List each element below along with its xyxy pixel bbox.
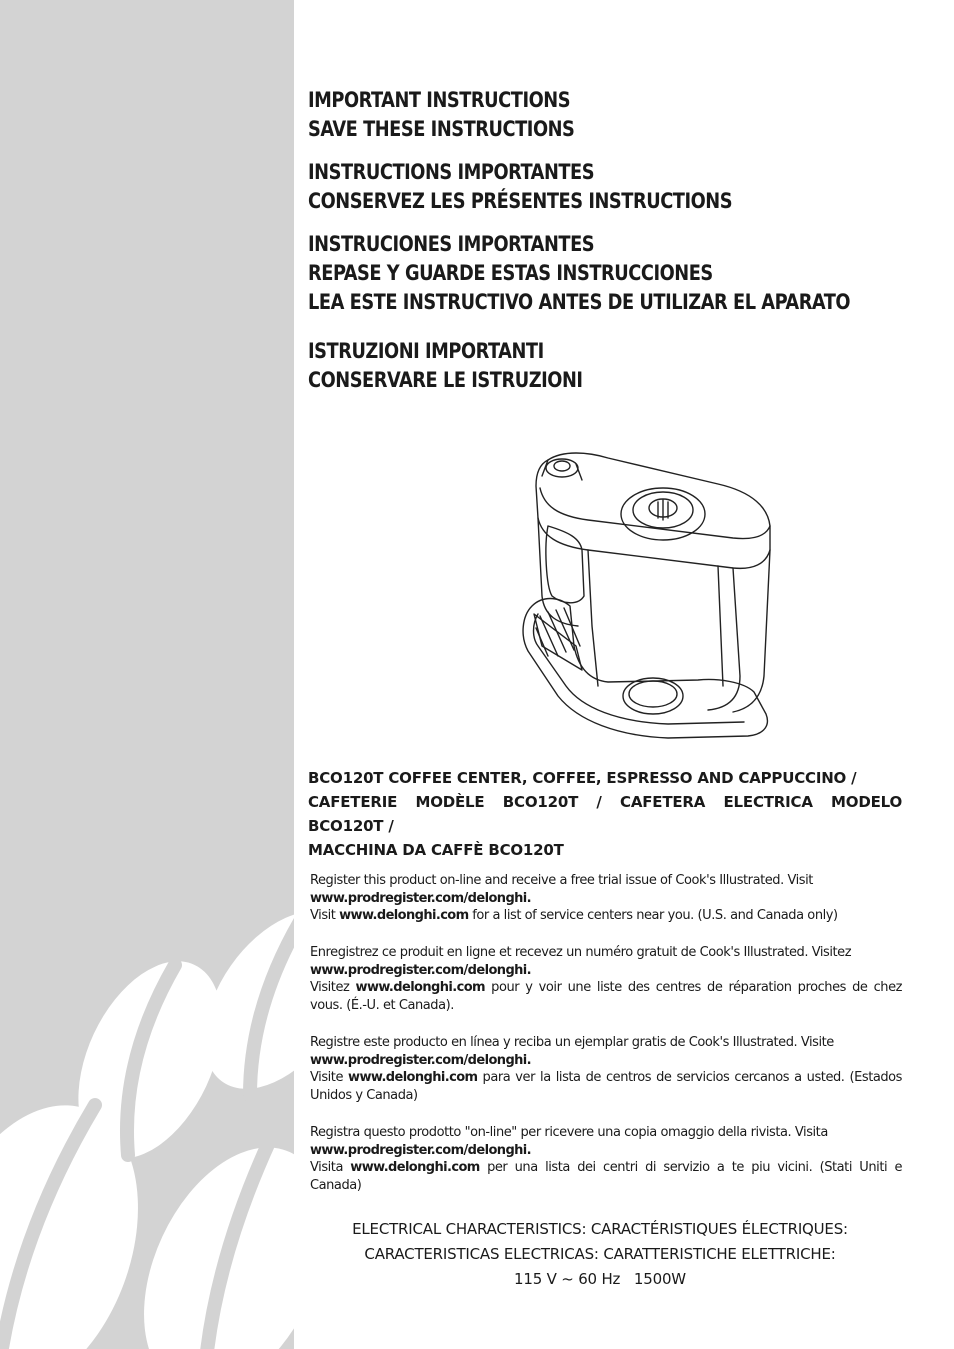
register-english <box>310 872 902 925</box>
heading-line: LEA ESTE INSTRUCTIVO ANTES DE UTILIZAR EL APARATO <box>308 290 851 315</box>
register-sentence: Registra questo prodotto "on-line" per ricevere una copia omaggio della rivista. Visita <box>310 1125 828 1140</box>
decorative-sidebar <box>0 0 294 1349</box>
service-text <box>310 979 902 1014</box>
service-pre: Visit <box>310 908 336 923</box>
delonghi-link[interactable]: www.delonghi.com <box>348 1070 478 1085</box>
service-text <box>310 1069 902 1104</box>
register-text <box>310 1034 902 1069</box>
register-french <box>310 944 902 1014</box>
heading-line: CONSERVEZ LES PRÉSENTES INSTRUCTIONS <box>308 189 733 214</box>
heading-line: CONSERVARE LE ISTRUZIONI <box>308 368 583 393</box>
heading-line: REPASE Y GUARDE ESTAS INSTRUCCIONES <box>308 261 713 286</box>
service-pre: Visita <box>310 1160 343 1175</box>
service-post: para ver la lista de centros de servicios cercanos a usted. (Estados Unidos y Canada) <box>310 1070 903 1103</box>
electrical-line: CARACTERISTICAS ELECTRICAS: CARATTERISTICHE ELETTRICHE: <box>364 1245 836 1263</box>
heading-group-french <box>308 158 928 216</box>
important-instructions-headings <box>308 86 928 409</box>
coffee-beans-illustration <box>0 0 294 1349</box>
service-post: per una lista dei centri di servizio a te piu vicini. (Stati Uniti e Canada) <box>310 1160 902 1193</box>
register-text <box>310 944 902 979</box>
service-post: pour y voir une liste des centres de réparation proches de chez vous. (É.-U. et Canada). <box>310 980 902 1013</box>
register-italian <box>310 1124 902 1194</box>
heading-line: INSTRUCTIONS IMPORTANTES <box>308 160 595 185</box>
electrical-rating: 115 V ~ 60 Hz 1500W <box>514 1270 686 1288</box>
heading-group-spanish <box>308 230 928 317</box>
service-text <box>310 907 902 925</box>
prodregister-link[interactable]: www.prodregister.com/delonghi. <box>310 1052 531 1068</box>
heading-line: IMPORTANT INSTRUCTIONS <box>308 88 571 113</box>
register-spanish <box>310 1034 902 1104</box>
heading-group-italian <box>308 337 928 395</box>
delonghi-link[interactable]: www.delonghi.com <box>355 980 485 995</box>
service-text <box>310 1159 902 1194</box>
model-line: MACCHINA DA CAFFÈ BCO120T <box>308 841 564 859</box>
register-sentence: Register this product on-line and receive a free trial issue of Cook's Illustrated. Visit <box>310 873 813 888</box>
prodregister-link[interactable]: www.prodregister.com/delonghi. <box>310 890 531 906</box>
register-sentence: Enregistrez ce produit en ligne et recevez un numéro gratuit de Cook's Illustrated. Visitez <box>310 945 852 960</box>
electrical-characteristics <box>296 1217 904 1292</box>
heading-line: SAVE THESE INSTRUCTIONS <box>308 117 575 142</box>
electrical-line: ELECTRICAL CHARACTERISTICS: CARACTÉRISTIQUES ÉLECTRIQUES: <box>352 1220 848 1238</box>
delonghi-link[interactable]: www.delonghi.com <box>350 1160 480 1175</box>
prodregister-link[interactable]: www.prodregister.com/delonghi. <box>310 1142 531 1158</box>
coffee-machine-illustration <box>518 446 778 746</box>
service-pre: Visite <box>310 1070 343 1085</box>
prodregister-link[interactable]: www.prodregister.com/delonghi. <box>310 962 531 978</box>
model-line: CAFETERIE MODÈLE BCO120T / CAFETERA ELECTRICA MODELO BCO120T / <box>308 793 902 835</box>
heading-line: INSTRUCIONES IMPORTANTES <box>308 232 595 257</box>
service-post: for a list of service centers near you. (U.S. and Canada only) <box>472 908 838 923</box>
register-text <box>310 1124 902 1159</box>
delonghi-link[interactable]: www.delonghi.com <box>339 908 469 923</box>
register-text <box>310 872 902 907</box>
model-description <box>308 766 902 862</box>
model-line: BCO120T COFFEE CENTER, COFFEE, ESPRESSO AND CAPPUCCINO / <box>308 769 857 787</box>
service-pre: Visitez <box>310 980 350 995</box>
heading-group-english <box>308 86 928 144</box>
register-sentence: Registre este producto en línea y reciba un ejemplar gratis de Cook's Illustrated. Visite <box>310 1035 834 1050</box>
heading-line: ISTRUZIONI IMPORTANTI <box>308 339 544 364</box>
